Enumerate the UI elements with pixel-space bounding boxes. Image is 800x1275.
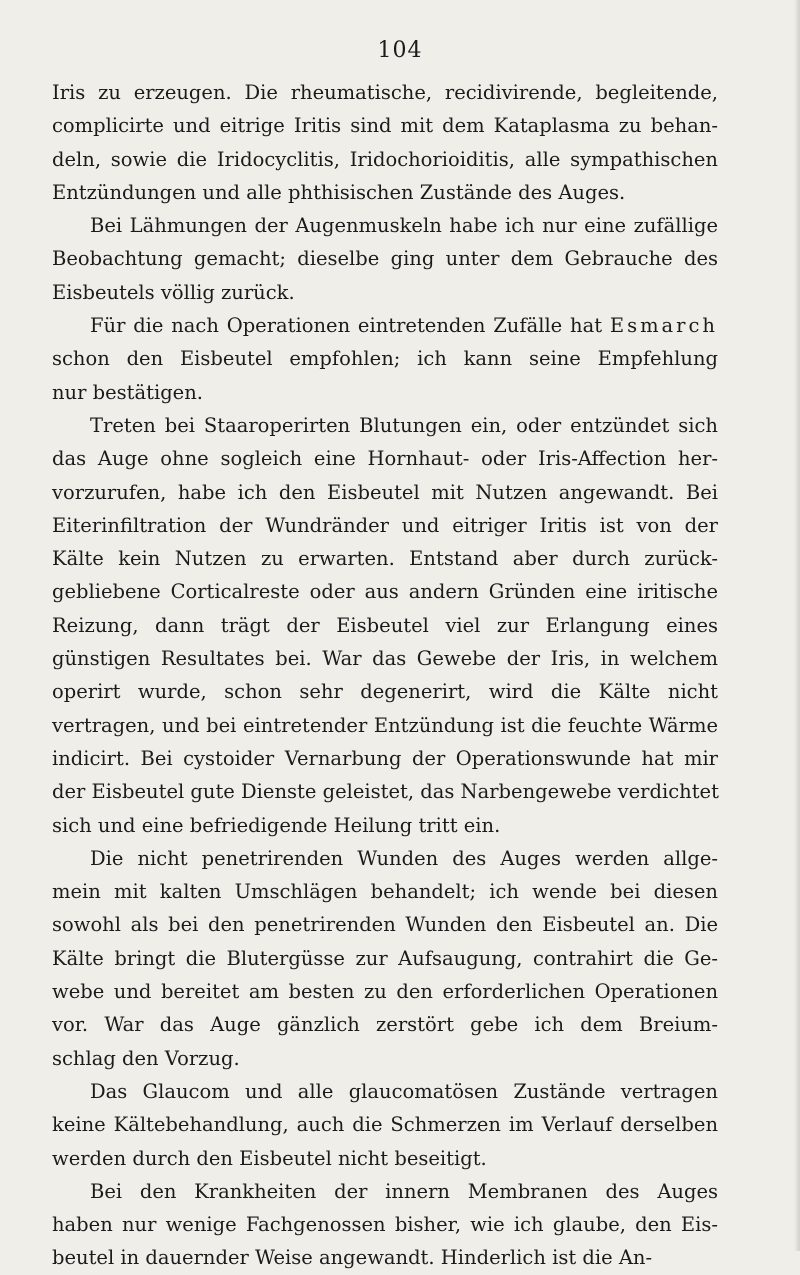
paragraph <box>52 76 718 209</box>
text-line: operirt wurde, schon sehr degenerirt, wird die Kälte nicht <box>52 680 718 704</box>
text-line: Das Glaucom und alle glaucomatösen Zustände vertragen <box>90 1079 718 1103</box>
text-line: Reizung, dann trägt der Eisbeutel viel zur Erlangung eines <box>52 613 718 637</box>
paragraph <box>52 309 718 409</box>
text-line: Kälte kein Nutzen zu erwarten. Entstand aber durch zurück- <box>52 547 718 571</box>
text-line: vorzurufen, habe ich den Eisbeutel mit Nutzen angewandt. Bei <box>52 480 718 504</box>
text-line: Kälte bringt die Blutergüsse zur Aufsaugung, contrahirt die Ge- <box>52 946 718 970</box>
text-line: Iris zu erzeugen. Die rheumatische, recidivirende, begleitende, <box>52 81 718 104</box>
text-line: indicirt. Bei cystoider Vernarbung der Operationswunde hat mir <box>52 746 718 770</box>
paragraph <box>52 209 718 309</box>
text-line: Für die nach Operationen eintretenden Zufälle hat Esmarch <box>90 314 718 338</box>
paragraph <box>52 842 718 1075</box>
paragraph <box>52 409 718 842</box>
author-name-emphasis: Esmarch <box>609 314 718 338</box>
paragraph <box>52 1175 718 1275</box>
paragraph <box>52 1075 718 1175</box>
text-line: schlag den Vorzug. <box>52 1046 240 1070</box>
text-line: nur bestätigen. <box>52 380 203 404</box>
text-line: Eisbeutels völlig zurück. <box>52 280 295 304</box>
text-line: sich und eine befriedigende Heilung tritt ein. <box>52 813 501 837</box>
text-line: vor. War das Auge gänzlich zerstört gebe ich dem Breium- <box>52 1013 718 1037</box>
text-line: deln, sowie die Iridocyclitis, Iridochorioiditis, alle sympathischen <box>52 147 718 171</box>
text-line: günstigen Resultates bei. War das Gewebe der Iris, in welchem <box>52 647 718 671</box>
text-line: der Eisbeutel gute Dienste geleistet, das Narbengewebe verdichtet <box>52 780 719 804</box>
text-line: Eiterinfiltration der Wundränder und eitriger Iritis ist von der <box>52 513 718 537</box>
text-line: Bei Lähmungen der Augenmuskeln habe ich nur eine zufällige <box>90 214 718 238</box>
text-line: beutel in dauernder Weise angewandt. Hinderlich ist die An- <box>52 1246 653 1270</box>
text-line: das Auge ohne sogleich eine Hornhaut- oder Iris-Affection her- <box>52 447 718 471</box>
page-number: 104 <box>377 38 423 63</box>
text-line: schon den Eisbeutel empfohlen; ich kann seine Empfehlung <box>52 347 718 371</box>
text-line: Bei den Krankheiten der innern Membranen des Auges <box>90 1179 718 1203</box>
text-line: Beobachtung gemacht; dieselbe ging unter dem Gebrauche des <box>52 247 718 271</box>
text-line: keine Kältebehandlung, auch die Schmerzen im Verlauf derselben <box>52 1113 718 1137</box>
text-line: haben nur wenige Fachgenossen bisher, wie ich glaube, den Eis- <box>52 1213 718 1237</box>
page-edge-shadow <box>794 0 800 1251</box>
text-line: complicirte und eitrige Iritis sind mit dem Kataplasma zu behan- <box>52 114 718 138</box>
text-line: Entzündungen und alle phthisischen Zustände des Auges. <box>52 180 626 204</box>
text-line: webe und bereitet am besten zu den erforderlichen Operationen <box>52 980 718 1004</box>
text-line: werden durch den Eisbeutel nicht beseitigt. <box>52 1146 487 1170</box>
text-line: mein mit kalten Umschlägen behandelt; ich wende bei diesen <box>52 880 718 904</box>
text-line: Treten bei Staaroperirten Blutungen ein, oder entzündet sich <box>90 413 718 437</box>
text-line: Die nicht penetrirenden Wunden des Auges werden allge- <box>90 846 718 870</box>
text-line: sowohl als bei den penetrirenden Wunden den Eisbeutel an. Die <box>52 913 718 937</box>
text-line: vertragen, und bei eintretender Entzündung ist die feuchte Wärme <box>52 713 718 737</box>
body-text <box>52 76 718 1275</box>
text-line: gebliebene Corticalreste oder aus andern Gründen eine iritische <box>52 580 718 604</box>
